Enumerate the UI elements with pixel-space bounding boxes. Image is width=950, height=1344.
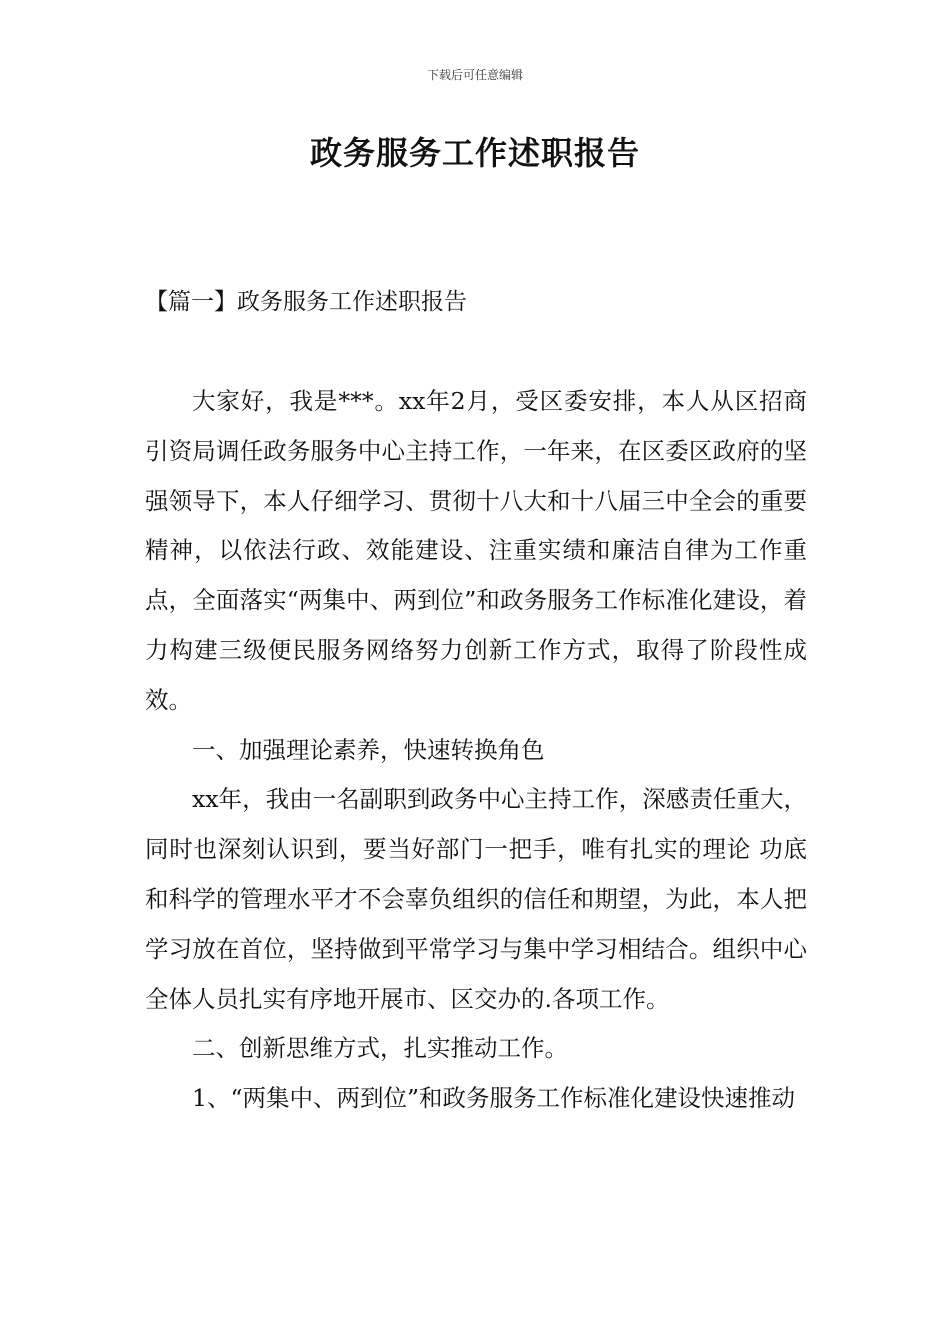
document-body <box>145 377 807 1124</box>
header-note: 下载后可任意编辑 <box>426 68 523 82</box>
section-heading: 【篇一】政务服务工作述职报告 <box>145 289 467 315</box>
document-title: 政务服务工作述职报告 <box>309 134 640 172</box>
paragraph-item-1: 1、“两集中、两到位”和政务服务工作标准化建设快速推动 <box>192 1084 795 1113</box>
paragraph-heading-1: 一、加强理论素养，快速转换角色 <box>192 735 545 764</box>
paragraph-heading-2: 二、创新思维方式，扎实推动工作。 <box>192 1034 568 1063</box>
paragraph-intro: 大家好，我是***。xx年2月，受区委安排，本人从区招商引资局调任政务服务中心主持工作，一年来，在区委区政府的坚强领导下，本人仔细学习、贯彻十八大和十八届三中全会的重要精神，以依法行政、效能建设、注重实绩和廉洁自律为工作重点，全面落实“两集中、两到位”和政务服务工作标准化建设，着力构建三级便民服务网络努力创新工作方式，取得了阶段性成效。 <box>145 387 807 714</box>
paragraph-study: xx年，我由一名副职到政务中心主持工作，深感责任重大，同时也深刻认识到，要当好部门一把手，唯有扎实的理论 功底和科学的管理水平才不会辜负组织的信任和期望，为此，本人把学习放在首位，坚持做到平常学习与集中学习相结合。组织中心全体人员扎实有序地开展市、区交办的.各项工作。 <box>145 785 807 1013</box>
